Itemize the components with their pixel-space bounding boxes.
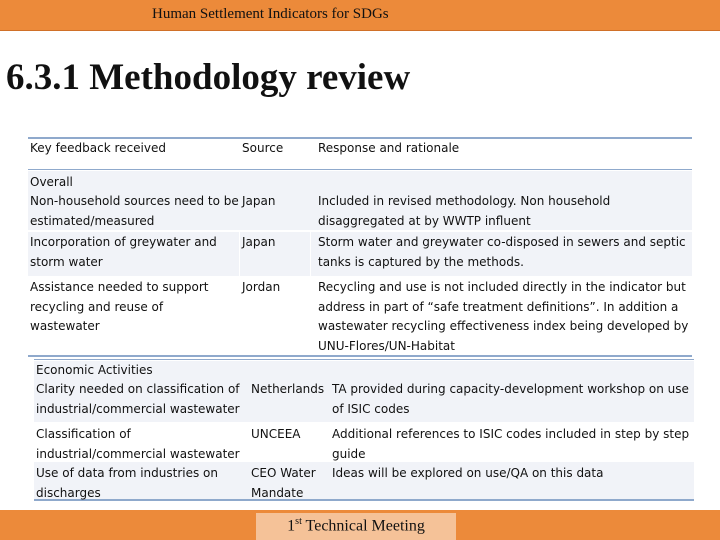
header-bar xyxy=(0,0,720,31)
slide-title: 6.3.1 Methodology review xyxy=(6,57,411,98)
footer-meeting-label xyxy=(256,516,456,535)
table-rule xyxy=(34,359,694,360)
column-divider xyxy=(310,232,311,276)
feedback-cell: Clarity needed on classification of industrial/commercial wastewater xyxy=(36,382,240,416)
feedback-cell: Incorporation of greywater and storm water xyxy=(30,235,217,269)
response-cell: Additional references to ISIC codes included in step by step guide xyxy=(332,427,690,461)
source-cell: Japan xyxy=(242,194,276,208)
header-text: Human Settlement Indicators for SDGs xyxy=(152,6,389,22)
footer-ordinal: st xyxy=(295,516,302,527)
footer-number: 1 xyxy=(287,517,296,535)
section-label-economic: Economic Activities xyxy=(36,363,153,377)
feedback-cell: Use of data from industries on discharges xyxy=(36,466,218,500)
feedback-cell: Non-household sources need to be estimated/measured xyxy=(30,194,239,228)
response-cell: Ideas will be explored on use/QA on this data xyxy=(332,466,604,480)
section-label-overall: Overall xyxy=(30,175,73,189)
response-cell: Recycling and use is not included directly in the indicator but address in part of “safe treatment definitions”. In addition a wastewater recycling effectiveness index being developed by UNU-Flores/UN-Habitat xyxy=(318,280,689,353)
table-rule xyxy=(28,169,692,170)
source-cell: UNCEEA xyxy=(251,427,301,441)
response-cell: Storm water and greywater co-disposed in sewers and septic tanks is captured by the methods. xyxy=(318,235,686,269)
footer-suffix: Technical Meeting xyxy=(301,517,425,535)
source-cell: CEO Water Mandate xyxy=(251,466,316,500)
source-cell: Jordan xyxy=(242,280,281,294)
response-cell: Included in revised methodology. Non household disaggregated at by WWTP influent xyxy=(318,194,611,228)
feedback-cell: Assistance needed to support recycling and reuse of wastewater xyxy=(30,280,209,333)
column-header-feedback: Key feedback received xyxy=(30,141,166,155)
source-cell: Japan xyxy=(242,235,276,249)
column-header-source: Source xyxy=(242,141,284,155)
response-cell: TA provided during capacity-development workshop on use of ISIC codes xyxy=(332,382,689,416)
column-header-response: Response and rationale xyxy=(318,141,460,155)
column-divider xyxy=(239,232,240,276)
source-cell: Netherlands xyxy=(251,382,325,396)
feedback-cell: Classification of industrial/commercial wastewater xyxy=(36,427,240,461)
